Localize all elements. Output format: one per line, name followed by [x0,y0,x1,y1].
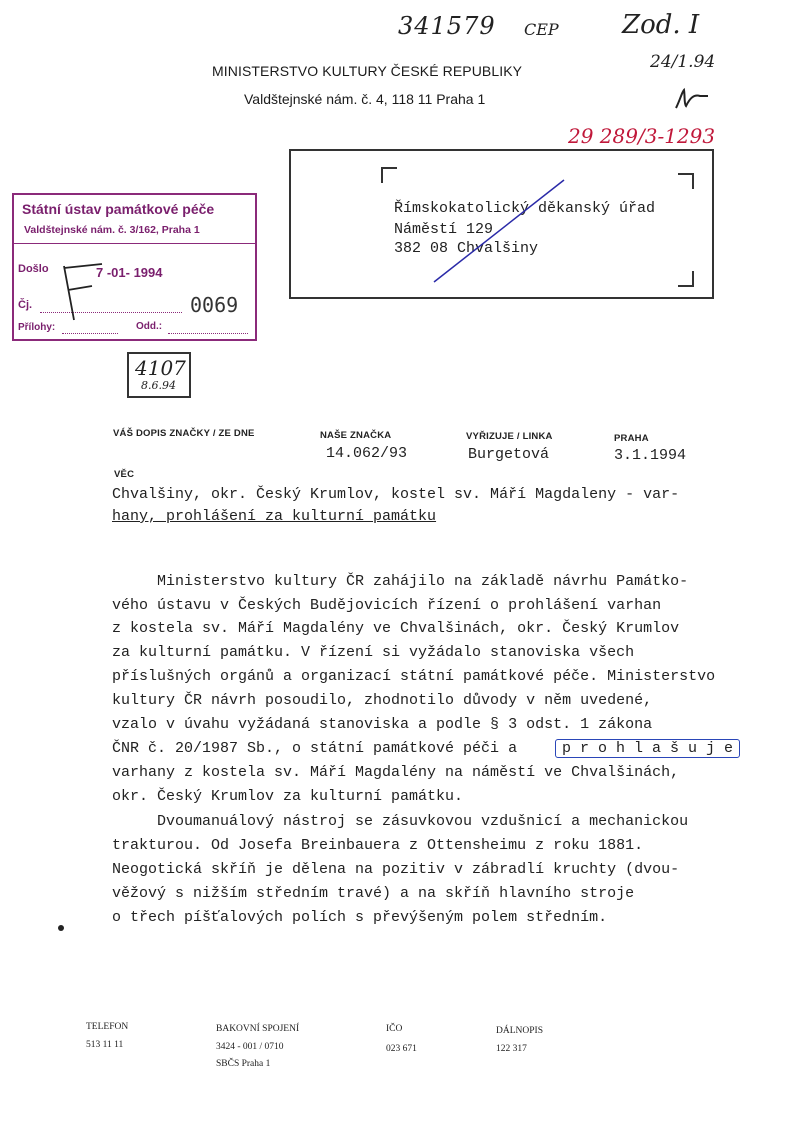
stamp-number-label: Čj. [18,299,33,311]
ref-box-date: 8.6.94 [141,379,176,392]
stamp-dept-label: Odd.: [136,321,163,332]
ref-box-number: 4107 [135,356,186,380]
footer-bank-name: SBČS Praha 1 [216,1059,271,1069]
stamp-attachments-label: Přílohy: [18,322,56,333]
handled-value: Burgetová [468,446,550,463]
body-line: příslušných orgánů a organizací státní památkové péče. Ministerstvo [112,668,716,685]
handwritten-initial-icon [56,262,106,322]
ministry-name: MINISTERSTVO KULTURY ČESKÉ REPUBLIKY [212,63,523,79]
body-line: kultury ČR návrh posoudilo, zhodnotilo důvody v něm uvedené, [112,692,653,709]
footer-phone-value: 513 11 11 [86,1040,124,1050]
stamp-received-label: Došlo [18,263,49,275]
body-line: trakturou. Od Josefa Breinbauera z Ottensheimu z roku 1881. [112,837,644,854]
body-line: vého ústavu v Českých Budějovicích řízení o prohlášení varhan [112,597,662,614]
our-ref-label: NAŠE ZNAČKA [320,430,392,441]
stamp-title: Státní ústav památkové péče [22,201,215,217]
footer-ico-label: IČO [386,1024,403,1034]
footer-ico-value: 023 671 [386,1044,417,1054]
body-line: Ministerstvo kultury ČR zahájilo na základě návrhu Památko- [112,573,689,590]
letter-date: 3.1.1994 [614,447,687,464]
body-line: Neogotická skříň je dělena na pozitiv v zábradlí kruchty (dvou- [112,861,680,878]
footer-telex-label: DÁLNOPIS [496,1026,543,1036]
punch-mark [58,925,64,931]
city-label: PRAHA [614,433,649,444]
recipient-line-3: 382 08 Chvalšiny [394,240,539,257]
body-line: vzalo v úvahu vyžádaná stanoviska a podle § 3 odst. 1 zákona [112,716,653,733]
handwritten-reference-box [127,352,191,398]
body-line: okr. Český Krumlov za kulturní památku. [112,788,464,805]
handwritten-slash-icon [430,176,570,286]
body-line: ČNR č. 20/1987 Sb., o státní památkové péči a [112,740,518,757]
body-line: o třech píšťalových polích s převýšeným polem středním. [112,909,608,926]
subject-label: VĚC [114,469,135,480]
footer-telex-value: 122 317 [496,1044,527,1054]
body-line: věžový s nižším středním travé) a na skříň hlavního stroje [112,885,635,902]
handwritten-red-number: 29 289/3-1293 [568,124,716,148]
handled-label: VYŘIZUJE / LINKA [466,431,553,442]
stamp-received-date: 7 -01- 1994 [96,265,163,280]
footer-bank-value: 3424 - 001 / 0710 [216,1042,284,1052]
body-line: Dvoumanuálový nástroj se zásuvkovou vzdušnicí a mechanickou [112,813,689,830]
emphasis-declares: p r o h l a š u j e [555,739,740,758]
ministry-address: Valdštejnské nám. č. 4, 118 11 Praha 1 [244,91,486,107]
footer-phone-label: TELEFON [86,1022,129,1032]
footer-bank-label: BAKOVNÍ SPOJENÍ [216,1024,300,1034]
body-line: za kulturní památku. V řízení si vyžádalo stanoviska všech [112,644,635,661]
handwritten-code: CEP [524,20,559,39]
handwritten-date: 24/1.94 [650,52,716,72]
body-line: varhany z kostela sv. Máří Magdalény na náměstí ve Chvalšinách, [112,764,680,781]
your-ref-label: VÁŠ DOPIS ZNAČKY / ZE DNE [113,428,255,439]
recipient-line-1: Římskokatolický děkanský úřad [394,200,656,217]
subject-line-2: hany, prohlášení za kulturní památku [112,508,437,525]
stamp-address: Valdštejnské nám. č. 3/162, Praha 1 [24,224,200,236]
our-ref-value: 14.062/93 [326,445,408,462]
handwritten-file-number: 341579 [398,12,496,40]
subject-line-1: Chvalšiny, okr. Český Krumlov, kostel sv. Máří Magdaleny - var- [112,486,680,503]
recipient-line-2: Náměstí 129 [394,221,494,238]
body-line: z kostela sv. Máří Magdalény ve Chvalšinách, okr. Český Krumlov [112,620,680,637]
handwritten-signature-icon [672,86,712,112]
received-stamp [12,193,257,341]
stamp-number-value: 0069 [190,293,239,317]
handwritten-mark: Zod. I [622,10,700,40]
